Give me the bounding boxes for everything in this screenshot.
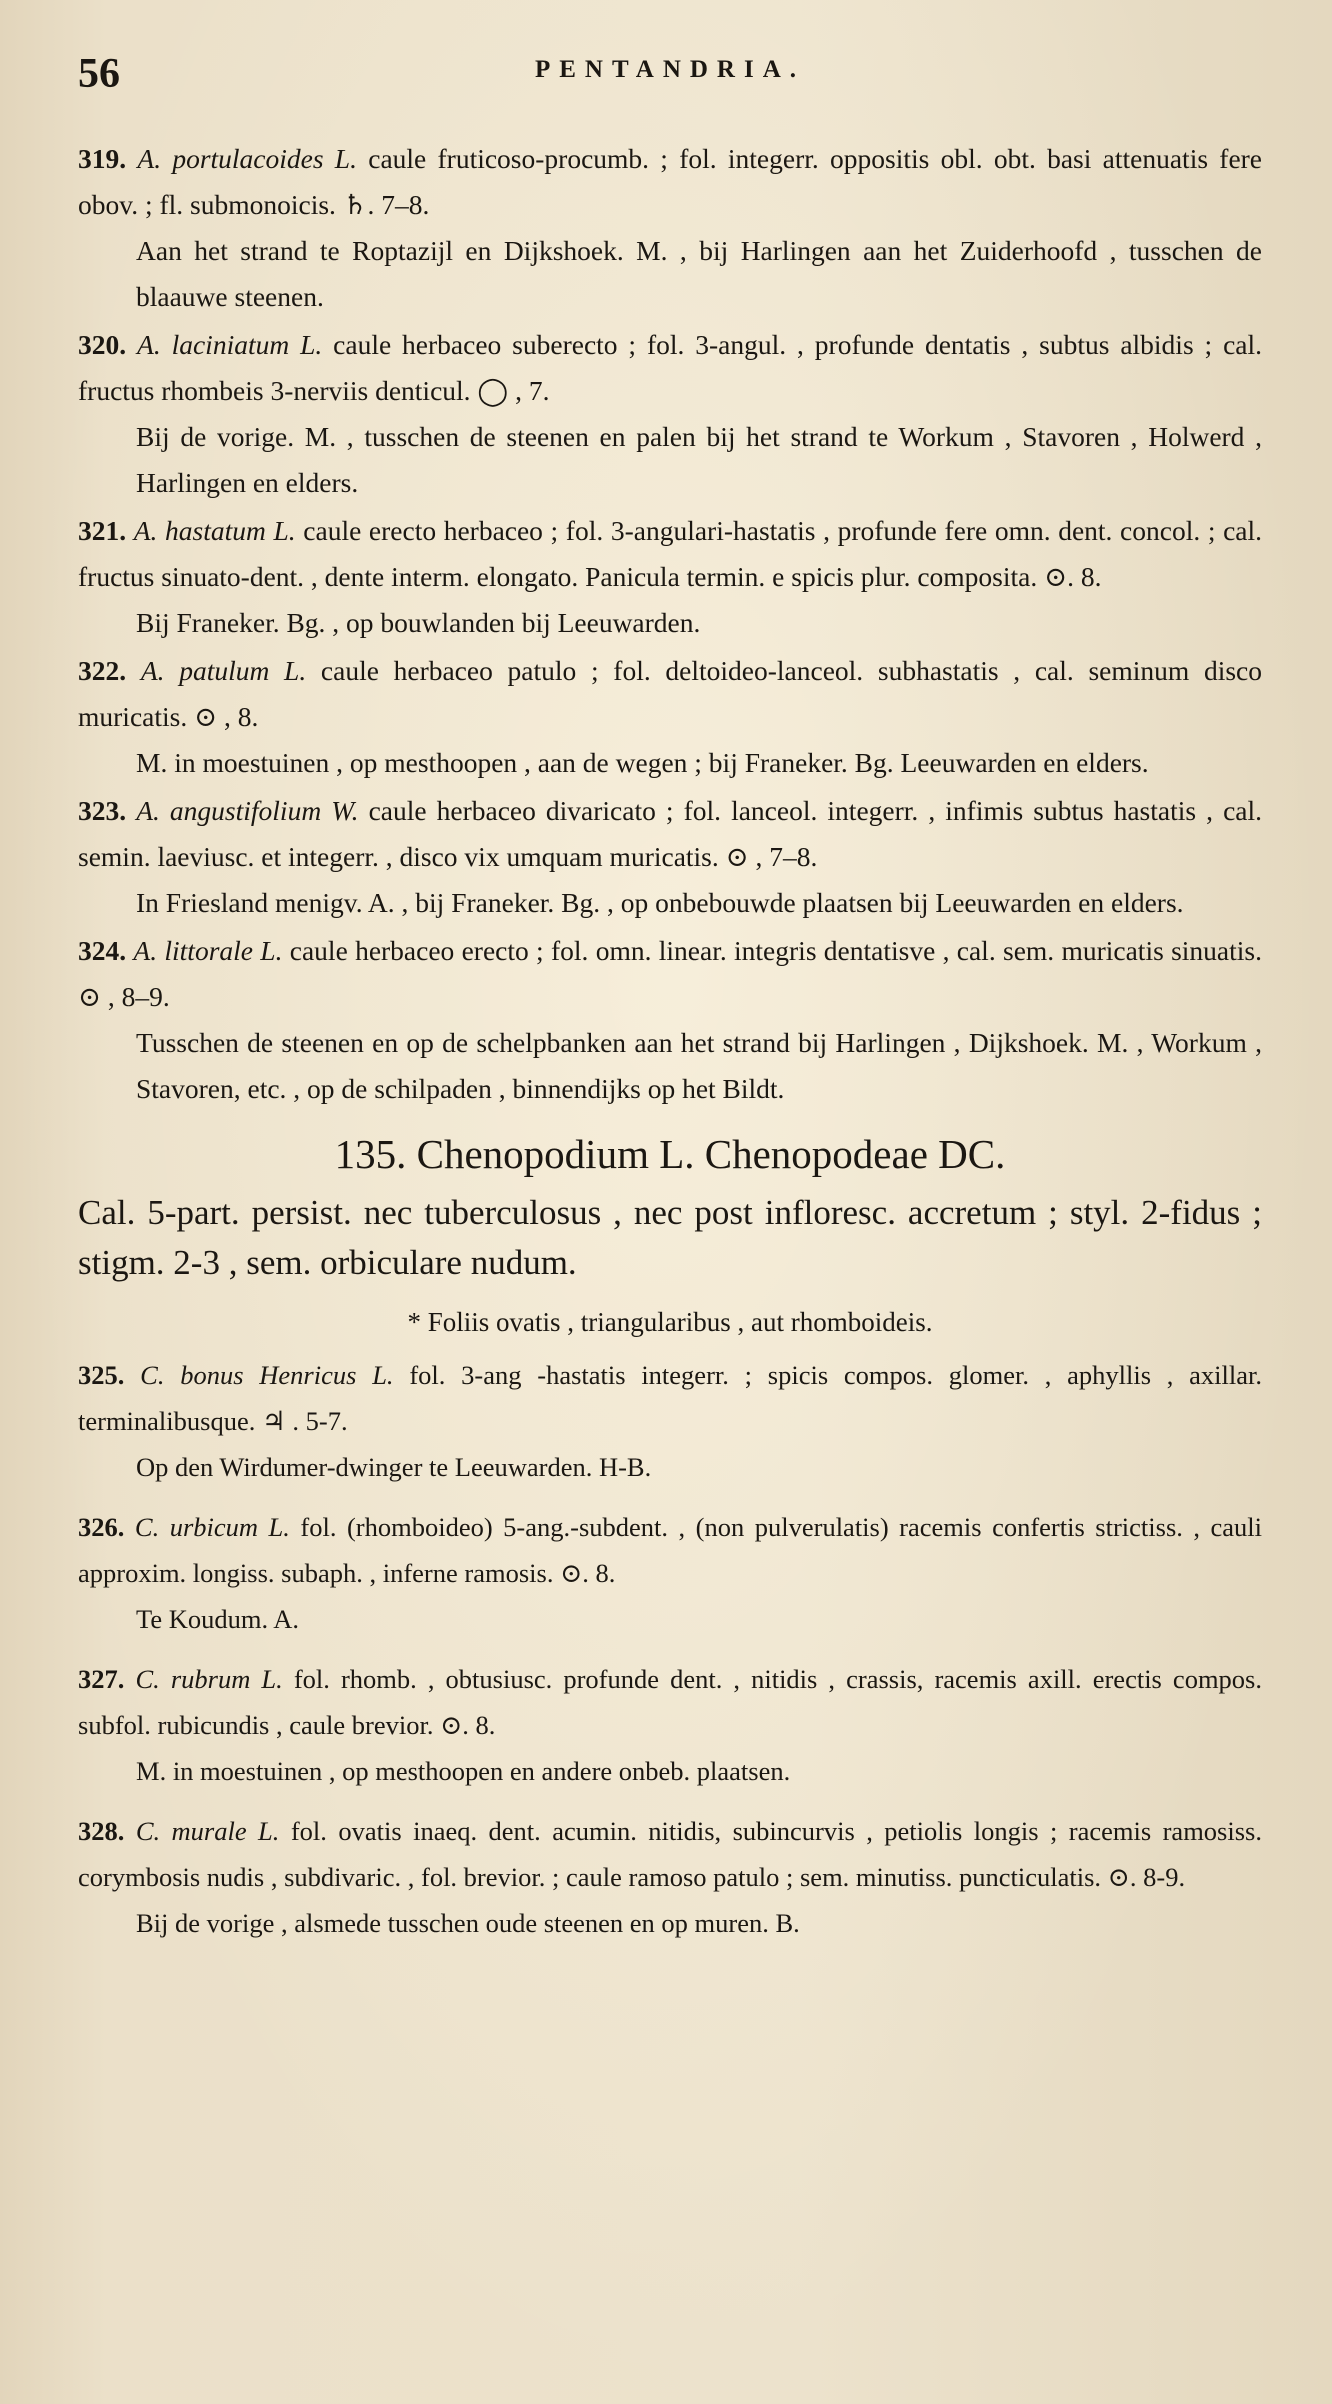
- species-description: [78, 1352, 1262, 1444]
- species-diagnosis: caule herbaceo suberecto ; fol. 3-angul. , profunde dentatis , subtus albidis ; cal. fructus rhombeis 3-nerviis denticul. ◯ , 7.: [78, 329, 1262, 406]
- species-number: 321.: [78, 515, 127, 546]
- species-entry: [78, 1352, 1262, 1490]
- species-description: [78, 508, 1262, 600]
- species-description: [78, 1504, 1262, 1596]
- species-entry: [78, 1504, 1262, 1642]
- species-number: 327.: [78, 1664, 125, 1694]
- species-locality: M. in moestuinen , op mesthoopen en andere onbeb. plaatsen.: [136, 1756, 791, 1786]
- species-name: C. rubrum L.: [135, 1664, 283, 1694]
- subgroup-heading: * Foliis ovatis , triangularibus , aut rhomboideis.: [407, 1307, 933, 1337]
- species-entry: [78, 1656, 1262, 1794]
- species-locality: Op den Wirdumer-dwinger te Leeuwarden. H-B.: [136, 1452, 652, 1482]
- species-entry: [78, 322, 1262, 506]
- species-number: 323.: [78, 795, 127, 826]
- species-entry: [78, 648, 1262, 786]
- species-number: 319.: [78, 143, 127, 174]
- species-diagnosis: caule fruticoso-procumb. ; fol. integerr. oppositis obl. obt. basi attenuatis fere obov. ; fl. submonoicis. ♄. 7–8.: [78, 143, 1263, 220]
- species-locality: Tusschen de steenen en op de schelpbanken aan het strand bij Harlingen , Dijkshoek. M. , Workum , Stavoren, etc. , op de schilpaden , binnendijks op het Bildt.: [136, 1027, 1262, 1104]
- species-description: [78, 928, 1262, 1020]
- species-list-atriplex: [78, 136, 1262, 1112]
- species-name: A. portulacoides L.: [137, 143, 357, 174]
- species-name: A. angustifolium W.: [136, 795, 359, 826]
- species-diagnosis: fol. (rhomboideo) 5-ang.-subdent. , (non pulverulatis) racemis confertis strictiss. , cauli approxim. longiss. subaph. , inferne ramosis. ⊙. 8.: [78, 1512, 1263, 1588]
- species-name: A. patulum L.: [140, 655, 307, 686]
- species-entry: [78, 508, 1262, 646]
- page-header: [78, 50, 1262, 106]
- species-description: [78, 648, 1262, 740]
- running-head: PENTANDRIA.: [534, 56, 806, 83]
- species-name: C. urbicum L.: [134, 1512, 290, 1542]
- genus-heading: 135. Chenopodium L. Chenopodeae DC.: [334, 1131, 1006, 1177]
- species-list-chenopodium: [78, 1352, 1262, 1946]
- species-diagnosis: caule herbaceo divaricato ; fol. lanceol. integerr. , infimis subtus hastatis , cal. semin. laeviusc. et integerr. , disco vix umquam muricatis. ⊙ , 7–8.: [78, 795, 1262, 872]
- species-description: [78, 322, 1262, 414]
- species-name: A. hastatum L.: [133, 515, 296, 546]
- species-number: 325.: [78, 1360, 125, 1390]
- species-locality: Bij Franeker. Bg. , op bouwlanden bij Leeuwarden.: [136, 607, 701, 638]
- species-name: A. laciniatum L.: [137, 329, 323, 360]
- species-name: C. murale L.: [135, 1816, 280, 1846]
- species-locality: Bij de vorige , alsmede tusschen oude steenen en op muren. B.: [136, 1908, 800, 1938]
- species-number: 322.: [78, 655, 127, 686]
- species-description: [78, 136, 1262, 228]
- species-entry: [78, 1808, 1262, 1946]
- species-number: 326.: [78, 1512, 125, 1542]
- species-description: [78, 1656, 1262, 1748]
- species-diagnosis: caule herbaceo erecto ; fol. omn. linear. integris dentatisve , cal. sem. muricatis sinuatis. ⊙ , 8–9.: [78, 935, 1262, 1012]
- species-diagnosis: caule erecto herbaceo ; fol. 3-angulari-hastatis , profunde fere omn. dent. concol. ; cal. fructus sinuato-dent. , dente interm. elongato. Panicula termin. e spicis plur. composita. ⊙. 8.: [78, 515, 1263, 592]
- species-locality: Te Koudum. A.: [136, 1604, 300, 1634]
- species-name: A. littorale L.: [133, 935, 283, 966]
- page-number: 56: [78, 51, 120, 97]
- species-description: [78, 1808, 1262, 1900]
- species-locality: Bij de vorige. M. , tusschen de steenen en palen bij het strand te Workum , Stavoren , Holwerd , Harlingen en elders.: [136, 421, 1262, 498]
- species-number: 328.: [78, 1816, 125, 1846]
- species-diagnosis: caule herbaceo patulo ; fol. deltoideo-lanceol. subhastatis , cal. seminum disco muricatis. ⊙ , 8.: [78, 655, 1263, 732]
- species-locality: Aan het strand te Roptazijl en Dijkshoek. M. , bij Harlingen aan het Zuiderhoofd , tusschen de blaauwe steenen.: [136, 235, 1262, 312]
- species-number: 324.: [78, 935, 127, 966]
- species-locality: M. in moestuinen , op mesthoopen , aan de wegen ; bij Franeker. Bg. Leeuwarden en elders.: [136, 747, 1149, 778]
- species-locality: In Friesland menigv. A. , bij Franeker. Bg. , op onbebouwde plaatsen bij Leeuwarden en elders.: [136, 887, 1184, 918]
- species-entry: [78, 136, 1262, 320]
- species-entry: [78, 928, 1262, 1112]
- species-description: [78, 788, 1262, 880]
- species-diagnosis: fol. ovatis inaeq. dent. acumin. nitidis, subincurvis , petiolis longis ; racemis ramosiss. corymbosis nudis , subdivaric. , fol. brevior. ; caule ramoso patulo ; sem. minutiss. puncticulatis. ⊙. 8-9.: [78, 1816, 1262, 1892]
- genus-diagnosis: Cal. 5-part. persist. nec tuberculosus , nec post infloresc. accretum ; styl. 2-fidus ; stigm. 2-3 , sem. orbiculare nudum.: [78, 1193, 1262, 1282]
- species-diagnosis: fol. rhomb. , obtusiusc. profunde dent. , nitidis , crassis, racemis axill. erectis compos. subfol. rubicundis , caule brevior. ⊙. 8.: [78, 1664, 1262, 1740]
- species-diagnosis: fol. 3-ang -hastatis integerr. ; spicis compos. glomer. , aphyllis , axillar. terminalibusque. ♃ . 5-7.: [78, 1360, 1263, 1436]
- species-number: 320.: [78, 329, 127, 360]
- species-entry: [78, 788, 1262, 926]
- species-name: C. bonus Henricus L.: [140, 1360, 394, 1390]
